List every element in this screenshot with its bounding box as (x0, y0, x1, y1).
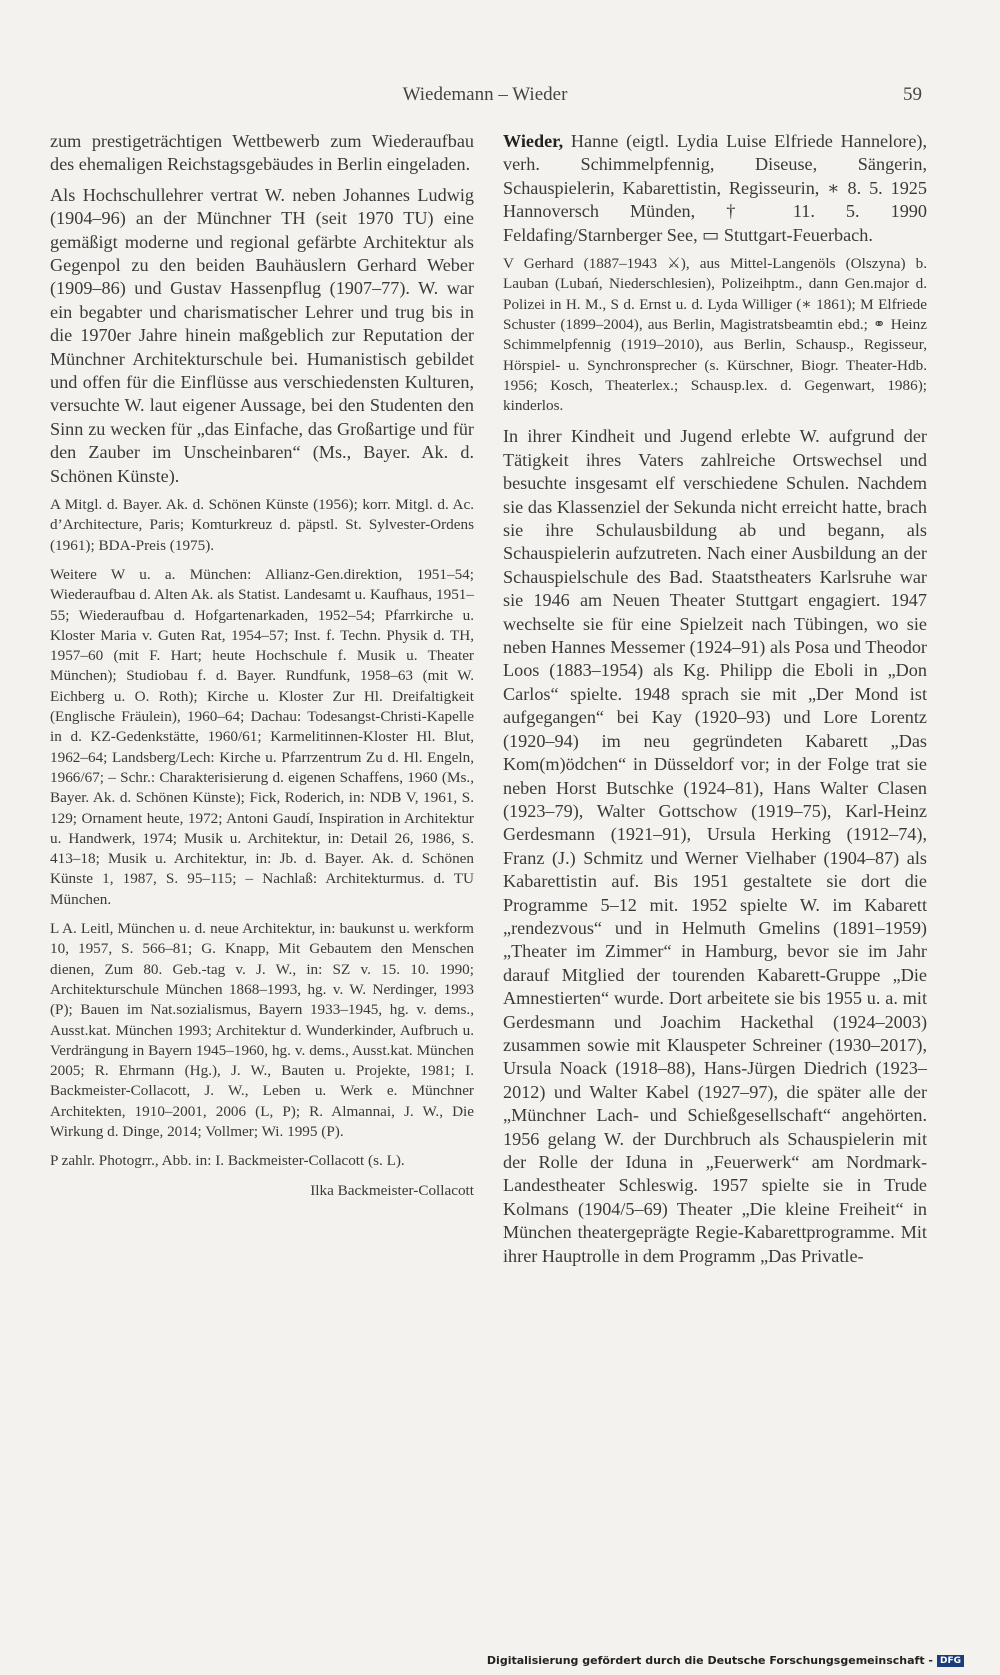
footer-text: Digitalisierung gefördert durch die Deutsche Forschungsgemeinschaft - (486, 1654, 933, 1667)
left-column (50, 130, 474, 1201)
entry-head-text: Hanne (eigtl. Lydia Luise Elfriede Hannelore), verh. Schimmelpfennig, Diseuse, Sängerin, Schauspielerin, Kabarettistin, Regisseurin, ∗ 8. 5. 1925 Hannoversch Münden, † 11. 5. 1990 Feldafing/Starnberger See, ▭ Stuttgart-Feuerbach. (503, 131, 927, 245)
page-title: Wiedemann – Wieder (402, 84, 568, 105)
entry-heading (503, 130, 927, 247)
entry-name: Wieder, (503, 131, 564, 151)
family-section: V Gerhard (1887–1943 ⚔), aus Mittel-Langenöls (Olszyna) b. Lauban (Lubań, Niederschlesien), Polizeihptm., dann Gen.major d. Polizei in H. M., S d. Ernst u. d. Lyda Williger (∗ 1861); M Elfriede Schuster (1899–2004), aus Berlin, Magistratsbeamtin ebd.; ⚭ Heinz Schimmelpfennig (1919–2010), aus Berlin, Schausp., Regisseur, Hörspiel- u. Synchronsprecher (s. Kürschner, Biogr. Theater-Hdb. 1956; Kosch, Theaterlex.; Schausp.lex. d. Gegenwart, 1986); kinderlos. (503, 255, 927, 415)
funding-footer (487, 1654, 964, 1667)
portraits-section: P zahlr. Photogrr., Abb. in: I. Backmeister-Collacott (s. L). (50, 1152, 405, 1170)
dfg-logo: DFG (937, 1655, 964, 1667)
literature-section: L A. Leitl, München u. d. neue Architektur, in: baukunst u. werkform 10, 1957, S. 566–81; G. Knapp, Mit Gebautem den Menschen dienen, Zum 80. Geb.-tag v. J. W., in: SZ v. 15. 10. 1990; Architekturschule München 1868–1993, hg. v. W. Nerdinger, 1993 (P); Bauen im Nat.sozialismus, Bayern 1933–1945, hg. v. dems., Ausst.kat. München 1993; Architektur d. Wunderkinder, Aufbruch u. Verdrängung in Bayern 1945–1960, hg. v. dems., Ausst.kat. München 2005; R. Ehrmann (Hg.), J. W., Bauten u. Projekte, 1981; I. Backmeister-Collacott, J. W., Leben u. Werk e. Münchner Architekten, 1910–2001, 2006 (L, P); R. Almannai, J. W., Die Wirkung d. Dinge, 2014; Vollmer; Wi. 1995 (P). (50, 920, 474, 1140)
awards-section: A Mitgl. d. Bayer. Ak. d. Schönen Künste (1956); korr. Mitgl. d. Ac. d’Architecture, Paris; Komturkreuz d. päpstl. St. Sylvester-Ordens (1961); BDA-Preis (1975). (50, 496, 474, 554)
page-number: 59 (903, 84, 922, 105)
works-section: Weitere W u. a. München: Allianz-Gen.direktion, 1951–54; Wiederaufbau d. Alten Ak. als Statist. Landesamt u. Kaufhaus, 1951–55; Wiederaufbau d. Hofgartenarkaden, 1952–54; Pfarrkirche u. Kloster Maria v. Guten Rat, 1954–57; Inst. f. Techn. Physik d. TH, 1957–60 (mit F. Hart; heute Hochschule f. Musik u. Theater München); Studiobau f. d. Bayer. Rundfunk, 1958–63 (mit W. Eichberg u. O. Roth); Kirche u. Kloster Zur Hl. Dreifaltigkeit (Englische Fräulein), 1960–64; Dachau: Todesangst-Christi-Kapelle in d. KZ-Gedenkstätte, 1960/61; Karmelitinnen-Kloster Hl. Blut, 1962–64; Landsberg/Lech: Kirche u. Pfarrzentrum Zu d. Hl. Engeln, 1966/67; – Schr.: Charakterisierung d. eigenen Schaffens, 1960 (Ms., Bayer. Ak. d. Schönen Künste); Fick, Roderich, in: NDB V, 1961, S. 129; Ornament heute, 1972; Antoni Gaudí, Inspiration in Architektur u. Handwerk, 1974; Musik u. Architektur, in: Detail 26, 1986, S. 413–18; Musik u. Architektur, in: Jb. d. Bayer. Ak. d. Schönen Künste 1, 1987, S. 95–115; – Nachlaß: Architekturmus. d. TU München. (50, 565, 474, 908)
biography-text: In ihrer Kindheit und Jugend erlebte W. aufgrund der Tätigkeit ihres Vaters zahlreiche Ortswechsel und besuchte insgesamt elf verschiedene Schulen. Nachdem sie das Klassenziel der Sekunda nicht erreicht hatte, brach sie ihre Schulausbildung ab und begann, als Schauspielerin aufzutreten. Nach einer Ausbildung an der Schauspielschule des Bad. Staatstheaters Karlsruhe war sie 1946 am Neuen Theater Stuttgart engagiert. 1947 wechselte sie für eine Spielzeit nach Tübingen, wo sie neben Hannes Messemer (1924–91) als Posa und Theodor Loos (1883–1954) als Kg. Philipp die Eboli in „Don Carlos“ spielte. 1948 sprach sie mit „Der Mond ist aufgegangen“ bei Kay (1920–93) und Lore Lorentz (1920–94) im neu gegründeten Kabarett „Das Kom(m)ödchen“ in Düsseldorf vor; in der Folge trat sie neben Horst Butschke (1924–81), Hans Walter Clasen (1923–79), Walter Gottschow (1919–75), Karl-Heinz Gerdesmann (1921–91), Ursula Herking (1912–74), Franz (J.) Schmitz und Werner Vielhaber (1904–87) als Kabarettistin auf. Bis 1951 gestaltete sie dort die Programme 5–12 mit. 1952 spielte W. im Kabarett „rendezvous“ und in Helmuth Gmelins (1891–1959) „Theater im Zimmer“ in Hamburg, bevor sie im Jahr darauf Mitglied der tourenden Kabarett-Gruppe „Die Amnestierten“ wurde. Dort arbeitete sie bis 1955 u. a. mit Gerdesmann und Joachim Hackethal (1924–2003) zusammen sowie mit Klauspeter Schreiner (1930–2017), Ursula Noack (1918–88), Hans-Jürgen Diedrich (1923–2012) und Walter Kabel (1927–97), die später alle der „Münchner Lach- und Schießgesellschaft“ angehörten. 1956 gelang W. der Durchbruch als Schauspielerin mit der Rolle der Iduna in „Feuerwerk“ am Nordmark-Landestheater Schleswig. 1957 spielte sie in Trude Kolmans (1904/5–69) Theater „Die kleine Freiheit“ in München theatergeprägte Regie-Kabarettprogramme. Mit ihrer Hauptrolle in dem Programm „Das Privatle- (503, 426, 927, 1266)
right-column (503, 130, 927, 1275)
paragraph-continuation: zum prestigeträchtigen Wettbewerb zum Wiederaufbau des ehemaligen Reichstagsgebäudes in Berlin eingeladen. (50, 131, 474, 175)
paragraph-teaching: Als Hochschullehrer vertrat W. neben Johannes Ludwig (1904–96) an der Münchner TH (seit 1970 TU) eine gemäßigt moderne und regional gefärbte Architektur als Gegenpol zu den beiden Bauhäuslern Gerhard Weber (1909–86) und Gustav Hassenpflug (1907–77). W. war ein begabter und charismatischer Lehrer und trug bis in die 1970er Jahre hinein maßgeblich zur Reputation der Münchner Architekturschule bei. Humanistisch gebildet und offen für die Einflüsse aus verschiedensten Kulturen, versuchte W. laut eigener Aussage, bei den Studenten den Sinn zu wecken für „das Einfache, das Großartige und für den Zauber im Unscheinbaren“ (Ms., Bayer. Ak. d. Schönen Künste). (50, 184, 474, 486)
author-signature: Ilka Backmeister-Collacott (310, 1181, 474, 1199)
